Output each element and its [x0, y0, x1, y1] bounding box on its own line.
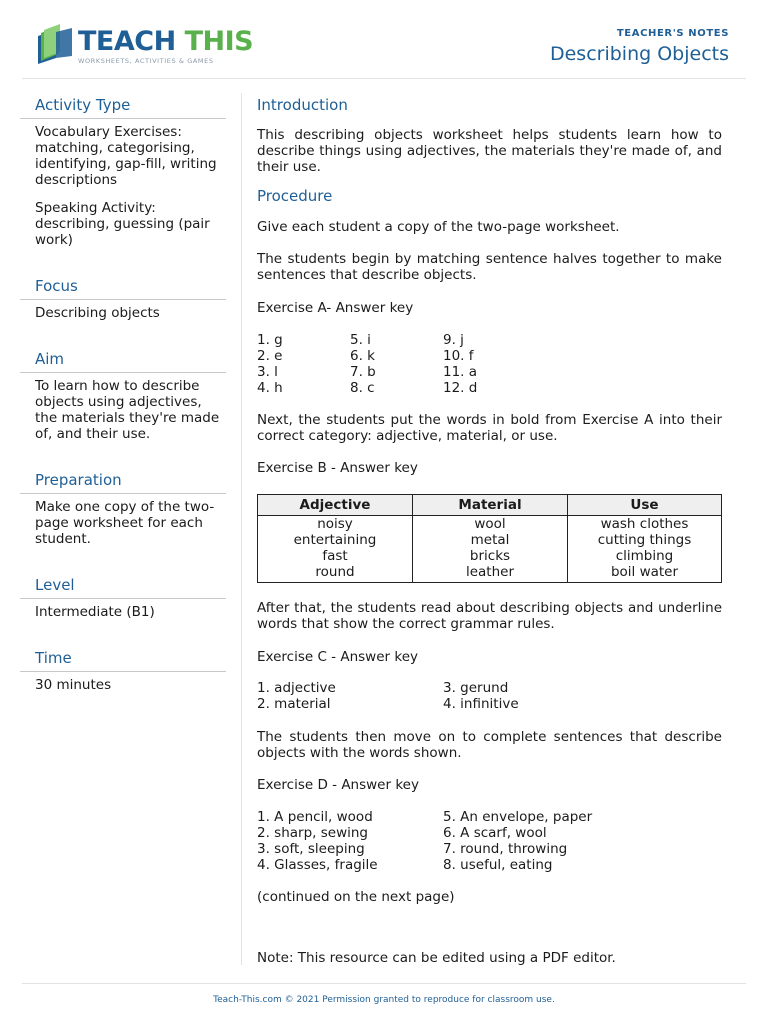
activity-type-vocabulary: Vocabulary Exercises: matching, categorising, identifying, gap-fill, writing descriptions	[35, 124, 217, 188]
answer-item: 5. An envelope, paper	[443, 809, 593, 825]
table-cell-value: noisy	[317, 516, 353, 532]
table-header-material: Material	[413, 495, 568, 516]
answer-item: 1. adjective	[257, 680, 336, 696]
table-cell-value: wool	[474, 516, 506, 532]
table-row	[258, 516, 722, 583]
table-header-row	[258, 495, 722, 516]
exercise-a-column	[350, 332, 443, 396]
page-title: Describing Objects	[549, 43, 729, 65]
exercise-b-answer-table	[257, 494, 722, 583]
focus-text: Describing objects	[35, 305, 160, 321]
exercise-c-column	[443, 680, 519, 712]
book-icon	[36, 24, 76, 66]
pdf-editor-note: Note: This resource can be edited using a PDF editor.	[257, 950, 616, 966]
footer-divider	[22, 983, 746, 984]
use-cell	[568, 516, 722, 583]
answer-item: 10. f	[443, 348, 474, 364]
aim-heading: Aim	[20, 347, 226, 373]
table-header-adjective: Adjective	[258, 495, 413, 516]
teach-this-logo[interactable]	[36, 24, 254, 70]
table-cell-value: bricks	[469, 548, 511, 564]
answer-item: 3. gerund	[443, 680, 509, 696]
continued-note: (continued on the next page)	[257, 889, 455, 905]
exercise-b-label: Exercise B - Answer key	[257, 460, 418, 476]
procedure-step-5: The students then move on to complete sentences that describe objects with the words shown.	[257, 729, 722, 761]
exercise-d-column	[443, 809, 592, 873]
answer-item: 8. c	[350, 380, 375, 396]
table-cell-value: entertaining	[293, 532, 377, 548]
aim-text: To learn how to describe objects using adjectives, the materials they're made of, and their use.	[35, 378, 220, 442]
time-section	[20, 646, 226, 693]
time-text: 30 minutes	[35, 677, 112, 693]
answer-item: 3. l	[257, 364, 278, 380]
activity-type-section	[20, 93, 226, 248]
answer-item: 4. infinitive	[443, 696, 519, 712]
footer-copyright[interactable]: Teach-This.com © 2021 Permission granted to reproduce for classroom use.	[213, 995, 555, 1005]
exercise-c-column	[257, 680, 443, 712]
teachers-notes-label: TEACHER'S NOTES	[616, 28, 729, 39]
exercise-a-column	[257, 332, 350, 396]
activity-type-heading: Activity Type	[20, 93, 226, 119]
exercise-d-label: Exercise D - Answer key	[257, 777, 419, 793]
answer-item: 7. b	[350, 364, 376, 380]
exercise-a-column	[443, 332, 536, 396]
table-cell-value: boil water	[610, 564, 679, 580]
procedure-step-4: After that, the students read about describing objects and underline words that show the correct grammar rules.	[257, 600, 722, 632]
table-cell-value: cutting things	[597, 532, 692, 548]
exercise-c-label: Exercise C - Answer key	[257, 649, 418, 665]
table-cell-value: climbing	[615, 548, 674, 564]
answer-item: 3. soft, sleeping	[257, 841, 365, 857]
introduction-heading: Introduction	[257, 96, 348, 114]
procedure-step-2: The students begin by matching sentence halves together to make sentences that describe objects.	[257, 251, 722, 283]
logo-wordmark: TEACH THIS	[78, 26, 254, 57]
answer-item: 1. g	[257, 332, 283, 348]
answer-item: 2. material	[257, 696, 331, 712]
answer-item: 12. d	[443, 380, 478, 396]
answer-item: 2. e	[257, 348, 283, 364]
answer-item: 7. round, throwing	[443, 841, 568, 857]
focus-heading: Focus	[20, 274, 226, 300]
answer-item: 5. i	[350, 332, 371, 348]
logo-tagline: WORKSHEETS, ACTIVITIES & GAMES	[78, 57, 214, 65]
preparation-heading: Preparation	[20, 468, 226, 494]
aim-section	[20, 347, 226, 442]
header-divider	[22, 78, 746, 79]
table-header-use: Use	[568, 495, 722, 516]
header	[0, 0, 768, 78]
answer-item: 1. A pencil, wood	[257, 809, 373, 825]
answer-item: 8. useful, eating	[443, 857, 553, 873]
table-cell-value: wash clothes	[600, 516, 689, 532]
answer-item: 11. a	[443, 364, 478, 380]
material-cell	[413, 516, 568, 583]
level-text: Intermediate (B1)	[35, 604, 155, 620]
exercise-d-answers	[257, 809, 592, 873]
table-cell-value: metal	[470, 532, 510, 548]
exercise-d-column	[257, 809, 443, 873]
exercise-a-answers	[257, 332, 536, 396]
level-heading: Level	[20, 573, 226, 599]
table-cell-value: fast	[322, 548, 348, 564]
answer-item: 4. Glasses, fragile	[257, 857, 378, 873]
procedure-step-3: Next, the students put the words in bold from Exercise A into their correct category: adjective, material, or use.	[257, 412, 722, 444]
preparation-text: Make one copy of the two-page worksheet for each student.	[35, 499, 215, 547]
focus-section	[20, 274, 226, 321]
sidebar	[20, 93, 226, 705]
level-section	[20, 573, 226, 620]
answer-item: 6. A scarf, wool	[443, 825, 547, 841]
exercise-c-answers	[257, 680, 519, 712]
table-cell-value: round	[315, 564, 355, 580]
procedure-heading: Procedure	[257, 187, 333, 205]
procedure-step-1: Give each student a copy of the two-page worksheet.	[257, 219, 620, 235]
time-heading: Time	[20, 646, 226, 672]
column-divider	[241, 93, 242, 965]
answer-item: 6. k	[350, 348, 375, 364]
exercise-a-label: Exercise A- Answer key	[257, 300, 414, 316]
adjective-cell	[258, 516, 413, 583]
answer-item: 2. sharp, sewing	[257, 825, 368, 841]
preparation-section	[20, 468, 226, 547]
activity-type-speaking: Speaking Activity: describing, guessing (pair work)	[35, 200, 210, 248]
answer-item: 9. j	[443, 332, 464, 348]
answer-item: 4. h	[257, 380, 283, 396]
table-cell-value: leather	[465, 564, 515, 580]
introduction-text: This describing objects worksheet helps students learn how to describe things using adjectives, the materials they're made of, and their use.	[257, 127, 722, 175]
